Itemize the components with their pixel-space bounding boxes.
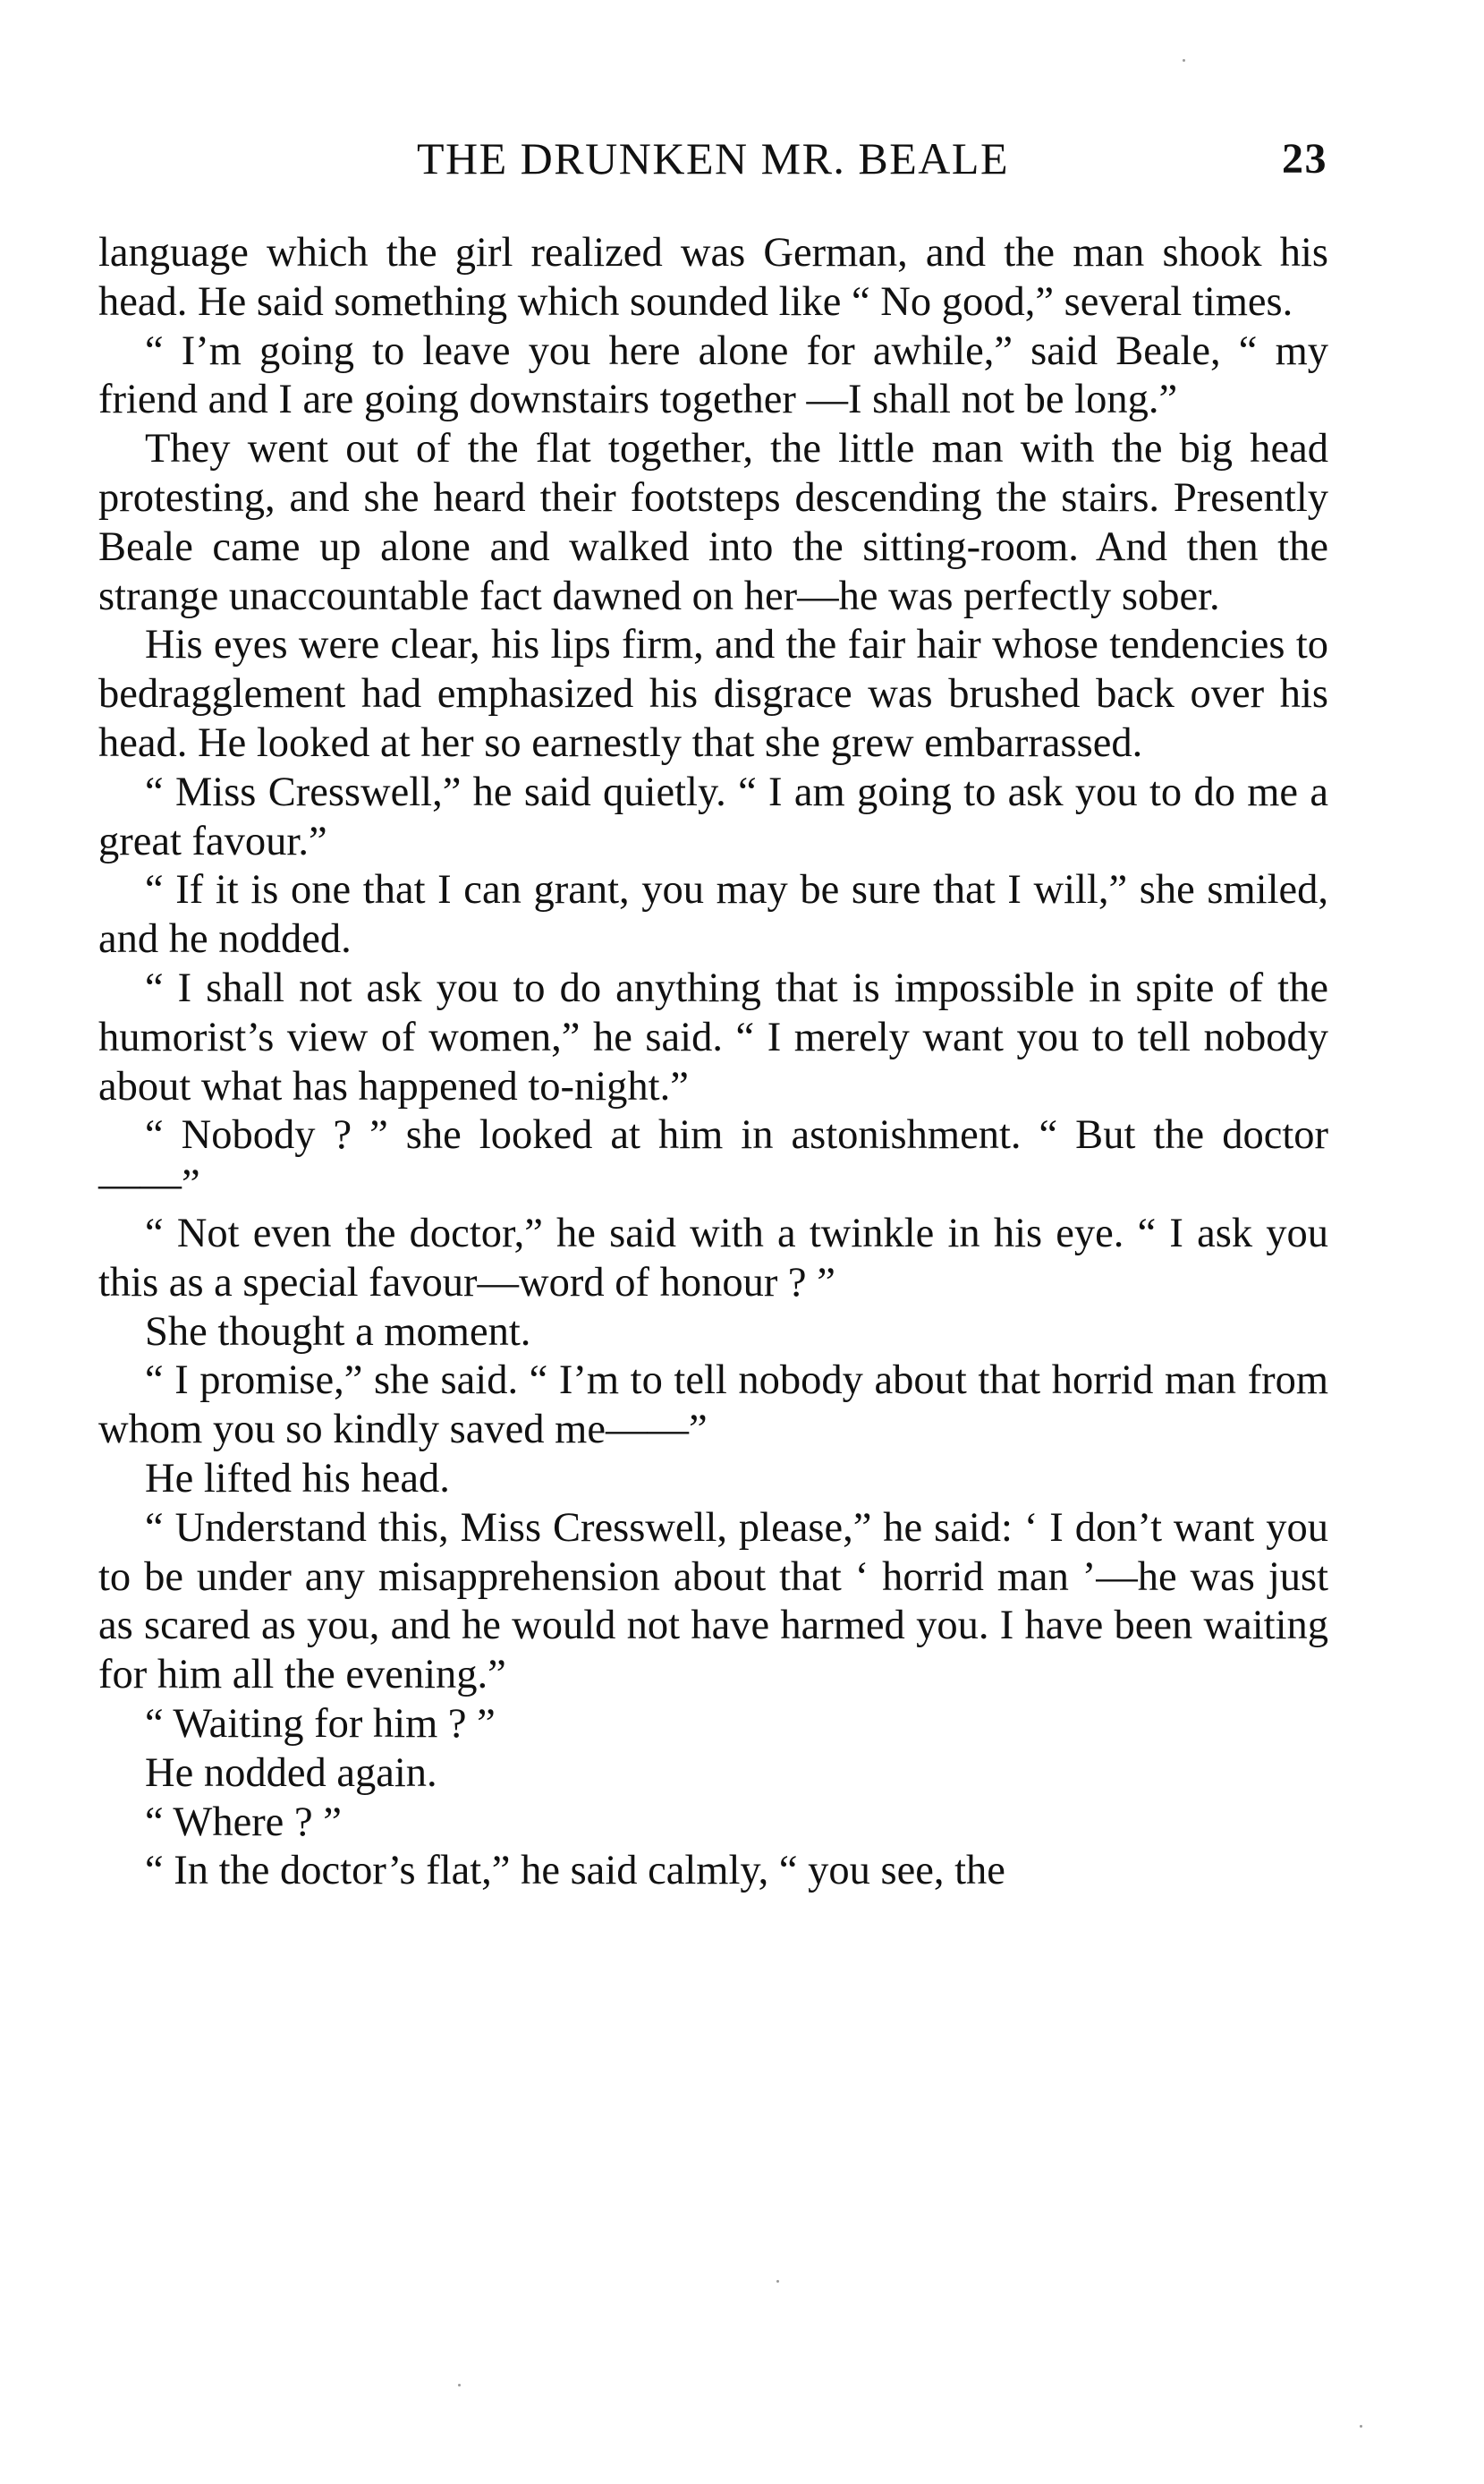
paragraph: “ Miss Cresswell,” he said quietly. “ I am going to ask you to do me a great favour.” bbox=[98, 769, 1328, 864]
paper-speck bbox=[1360, 2425, 1362, 2428]
paragraph: They went out of the flat together, the little man with the big head protesting, and she heard their footsteps descending the stairs. Presently Beale came up alone and walked into the sitting-room. And then the strange unaccountable fact dawned on her—he was perfectly sober. bbox=[98, 426, 1328, 619]
paper-speck bbox=[776, 2280, 779, 2283]
paper-speck bbox=[458, 2384, 461, 2386]
paragraph: His eyes were clear, his lips firm, and the fair hair whose tendencies to bedragglement had emphasized his disgrace was brushed back over his head. He looked at her so earnestly that she grew embarrassed. bbox=[98, 622, 1328, 766]
paragraph: “ In the doctor’s flat,” he said calmly, “ you see, the bbox=[145, 1848, 1005, 1894]
paragraph: “ Nobody ? ” she looked at him in astonishment. “ But the doctor——” bbox=[98, 1112, 1328, 1208]
paragraph: “ Understand this, Miss Cresswell, please,” he said: ‘ I don’t want you to be under any misapprehension about that ‘ horrid man ’—he was just as scared as you, and he would not have harmed you. I have been waiting for him all the evening.” bbox=[98, 1504, 1328, 1698]
paragraph: He nodded again. bbox=[145, 1749, 437, 1796]
paragraph: “ If it is one that I can grant, you may be sure that I will,” she smiled, and he nodded. bbox=[98, 867, 1328, 963]
body-text bbox=[98, 229, 1328, 1896]
paragraph: She thought a moment. bbox=[145, 1308, 531, 1355]
running-head bbox=[98, 132, 1327, 195]
paragraph: “ Waiting for him ? ” bbox=[145, 1700, 496, 1747]
paragraph: language which the girl realized was German, and the man shook his head. He said something which sounded like “ No good,” several times. bbox=[98, 230, 1328, 325]
paragraph: He lifted his head. bbox=[145, 1455, 450, 1501]
paragraph: “ I’m going to leave you here alone for awhile,” said Beale, “ my friend and I are going downstairs together —I shall not be long.” bbox=[98, 328, 1328, 423]
running-title: THE DRUNKEN MR. BEALE bbox=[416, 133, 1010, 183]
paragraph: “ I shall not ask you to do anything that is impossible in spite of the humorist’s view of women,” he said. “ I merely want you to tell nobody about what has happened to-night.” bbox=[98, 965, 1328, 1110]
paragraph: “ Not even the doctor,” he said with a twinkle in his eye. “ I ask you this as a special favour—word of honour ? ” bbox=[98, 1210, 1328, 1306]
paragraph: “ I promise,” she said. “ I’m to tell nobody about that horrid man from whom you so kindly saved me——” bbox=[98, 1357, 1328, 1453]
paper-speck bbox=[1183, 59, 1185, 62]
page-number: 23 bbox=[1282, 135, 1327, 183]
paragraph: “ Where ? ” bbox=[145, 1799, 342, 1845]
